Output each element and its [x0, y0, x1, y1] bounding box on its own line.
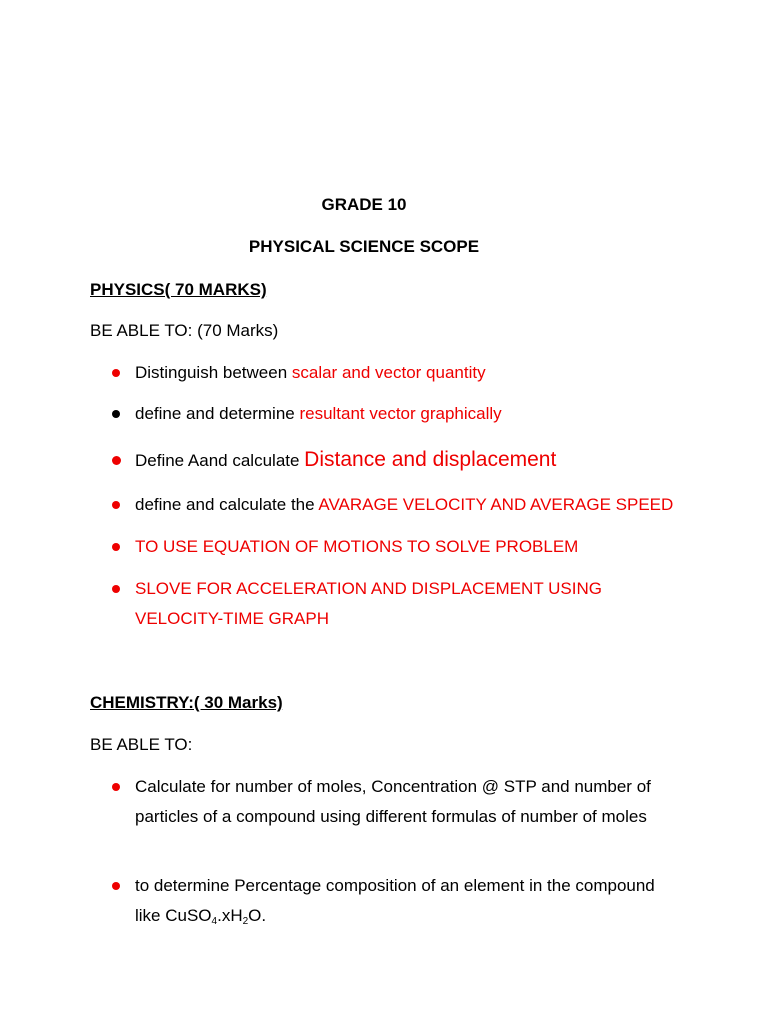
grade-title: GRADE 10: [321, 195, 407, 214]
bullet-icon: [112, 501, 120, 509]
item-highlight: Distance and displacement: [304, 448, 557, 471]
item-text: to determine Percentage composition of an element in the compound like CuSO: [135, 876, 655, 925]
subject-title: PHYSICAL SCIENCE SCOPE: [248, 237, 480, 256]
chemistry-heading: CHEMISTRY:( 30 Marks): [90, 693, 283, 712]
formula-text: .xH: [217, 905, 243, 925]
item-text: Distinguish between: [135, 363, 292, 382]
item-highlight: resultant vector graphically: [299, 404, 502, 423]
chemistry-intro: BE ABLE TO:: [90, 735, 193, 754]
item-text: Define Aand calculate: [135, 451, 305, 470]
bullet-icon: [112, 783, 120, 791]
item-text: Calculate for number of moles, Concentration @ STP and number of particles of a compound using different formulas of number of moles: [135, 777, 651, 826]
bullet-icon: [112, 882, 120, 890]
item-highlight: SLOVE FOR ACCELERATION AND DISPLACEMENT USING VELOCITY-TIME GRAPH: [135, 579, 602, 628]
bullet-icon: [112, 410, 120, 418]
formula-text: O.: [248, 905, 267, 925]
item-highlight: scalar and vector quantity: [291, 363, 486, 382]
physics-heading: PHYSICS( 70 MARKS): [90, 280, 267, 299]
formula-subscript: 4: [211, 915, 218, 927]
bullet-icon: [112, 369, 120, 377]
item-highlight: TO USE EQUATION OF MOTIONS TO SOLVE PROBLEM: [135, 537, 579, 556]
physics-intro: BE ABLE TO: (70 Marks): [90, 321, 279, 340]
formula-subscript: 2: [242, 915, 249, 927]
bullet-icon: [112, 585, 120, 593]
item-text: define and determine: [135, 404, 300, 423]
item-text: define and calculate the: [135, 495, 319, 514]
item-highlight: AVARAGE VELOCITY AND AVERAGE SPEED: [318, 495, 674, 514]
bullet-icon: [112, 456, 121, 465]
bullet-icon: [112, 543, 120, 551]
